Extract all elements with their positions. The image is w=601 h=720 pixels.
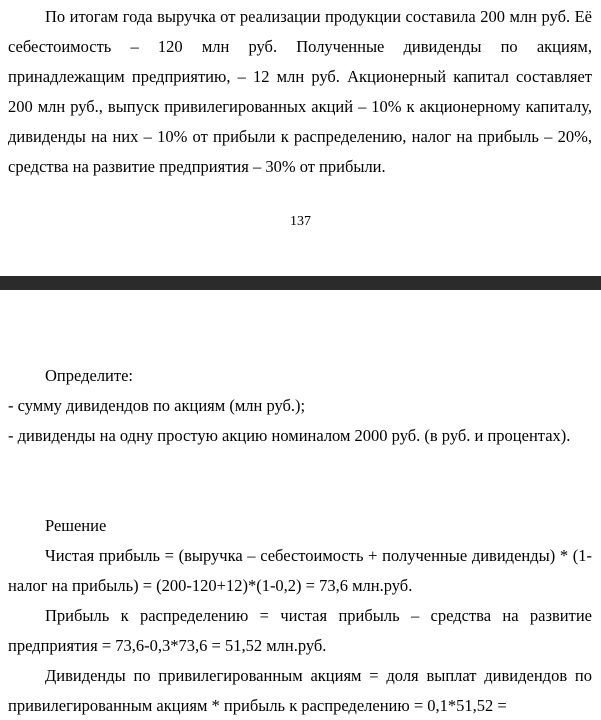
task-heading: Определите: [45, 366, 134, 385]
solution-step-preferred-dividends: Дивиденды по привилегированным акциям = доля выплат дивидендов по привилегированным акциям * прибыль к распределению = 0,1*51,52 = [8, 666, 592, 715]
solution-heading: Решение [45, 516, 107, 535]
page-separator [0, 276, 601, 290]
solution-step-net-profit: Чистая прибыль = (выручка – себестоимость + полученные дивиденды) * (1-налог на прибыль) = (200-120+12)*(1-0,2) = 73,6 млн.руб. [8, 546, 592, 595]
page-number: 137 [290, 214, 311, 229]
page-137 [0, 0, 601, 276]
task-item: - сумму дивидендов по акциям (млн руб.); [8, 396, 306, 415]
task-item: - дивиденды на одну простую акцию номиналом 2000 руб. (в руб. и процентах). [8, 426, 571, 445]
problem-statement: По итогам года выручка от реализации продукции составила 200 млн руб. Её себестоимость – 120 млн руб. Полученные дивиденды по акциям, принадлежащим предприятию, – 12 млн руб. Акционерный капитал составляет 200 млн руб., выпуск привилегированных акций – 10% к акционерному капиталу, дивиденды на них – 10% от прибыли к распределению, налог на прибыль – 20%, средства на развитие предприятия – 30% от прибыли. [8, 7, 592, 176]
solution-step-distributable-profit: Прибыль к распределению = чистая прибыль – средства на развитие предприятия = 73,6-0,3*73,6 = 51,52 млн.руб. [8, 606, 592, 655]
page-138 [0, 290, 601, 720]
